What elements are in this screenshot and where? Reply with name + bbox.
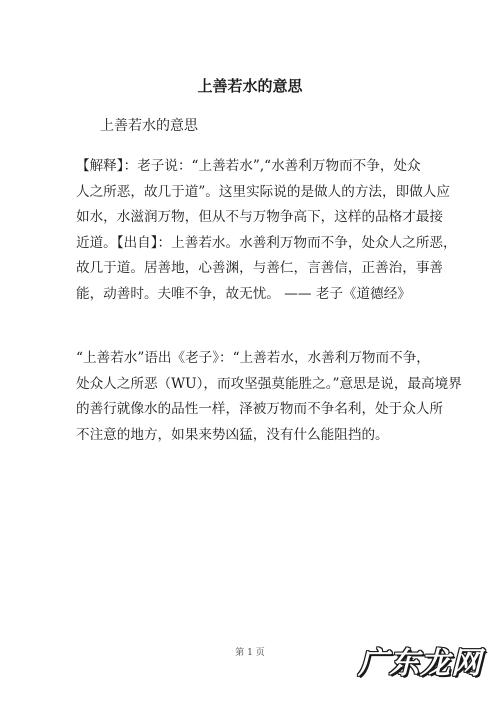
document-subtitle: 上善若水的意思 [100, 118, 198, 134]
document-title: 上善若水的意思 [197, 77, 303, 95]
text-line: 人之所恶，故几于道”。这里实际说的是做人的方法，即做人应 [76, 183, 450, 200]
text-line: 处众人之所恶（WU），而攻坚强莫能胜之。”意思是说，最高境界 [76, 375, 462, 392]
page-number: 第 1 页 [235, 648, 265, 658]
text-line: “上善若水”语出《老子》：“上善若水，水善利万物而不争， [76, 350, 430, 366]
paragraph-origin [76, 346, 462, 448]
text-line: 近道。【出自】：上善若水。水善利万物而不争，处众人之所恶， [76, 234, 457, 251]
site-watermark: 广东龙网 [358, 646, 482, 681]
text-line: 不注意的地方，如果来势凶猛，没有什么能阻挡的。 [76, 426, 389, 443]
paragraph-explanation [76, 154, 457, 307]
text-line: 故几于道。居善地，心善渊，与善仁，言善信，正善治，事善 [76, 260, 444, 276]
text-line: 能，动善时。夫唯不争，故无忧。 —— 老子《道德经》 [76, 285, 411, 302]
text-line: 【解释】：老子说：“上善若水”,“水善利万物而不争，处众 [76, 158, 421, 174]
text-line: 如水，水滋润万物，但从不与万物争高下，这样的品格才最接 [76, 209, 444, 225]
text-line: 的善行就像水的品性一样，泽被万物而不争名利，处于众人所 [76, 401, 444, 417]
